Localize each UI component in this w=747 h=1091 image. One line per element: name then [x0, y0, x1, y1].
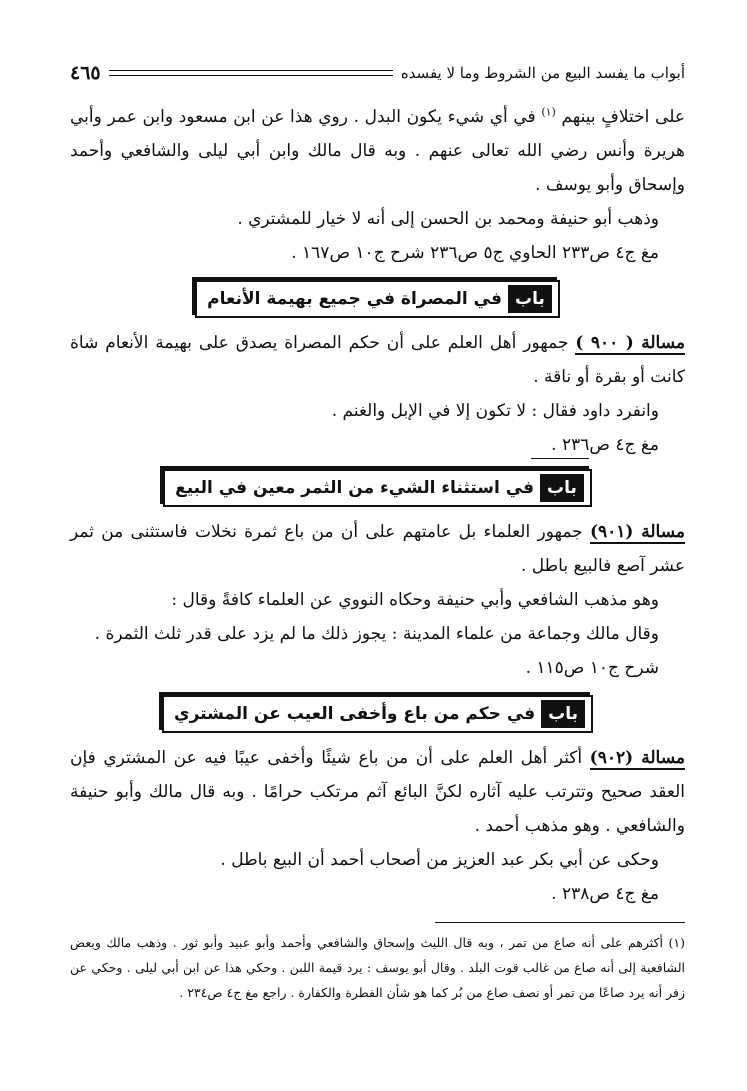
chapter-box: [162, 695, 593, 733]
masala-text: أكثر أهل العلم على أن من باع شيئًا وأخفى عيبًا فيه عن المشتري فإن العقد صحيح وتترتب عليه آثاره لكنَّ البائع آثم مرتكب حرامًا . وبه قال مالك وأبو حنيفة والشافعي . وهو مذهب أحمد .: [70, 748, 685, 836]
ch2-paragraph-2: وهو مذهب الشافعي وأبي حنيفة وحكاه النووي عن العلماء كافةً وقال :: [171, 590, 659, 610]
intro-paragraph-2: وذهب أبو حنيفة ومحمد بن الحسن إلى أنه لا خيار للمشتري .: [237, 209, 659, 229]
masala-902: [70, 741, 685, 843]
page-number: ٤٦٥: [70, 62, 101, 84]
chapter-tag: باب: [540, 474, 584, 502]
ch2-reference: شرح ج١٠ ص١١٥ .: [525, 658, 659, 678]
footnotes: [70, 930, 685, 1005]
ch3-paragraph-2: وحكى عن أبي بكر عبد العزيز من أصحاب أحمد أن البيع باطل .: [220, 850, 659, 870]
intro-text-rest: في أي شيء يكون البدل . روي هذا عن ابن مسعود وابن عمر وأبي هريرة وأنس رضي الله تعالى عنهم . وبه قال مالك وابن أبي ليلى والشافعي وأحمد وإسحاق وأبو يوسف .: [70, 107, 685, 195]
masala-text: جمهور العلماء بل عامتهم على أن من باع ثمرة نخلات فاستثنى من ثمر عشر آصع فالبيع باطل .: [70, 522, 685, 576]
intro-reference: مغ ج٤ ص٢٣٣ الحاوي ج٥ ص٢٣٦ شرح ج١٠ ص١٦٧ .: [291, 243, 659, 263]
footnote-separator: [435, 922, 685, 923]
chapter-box: [195, 280, 560, 318]
masala-label: مسالة (٩٠١): [589, 522, 685, 542]
running-header: [70, 58, 685, 88]
ch2-paragraph-3: وقال مالك وجماعة من علماء المدينة : يجوز ذلك ما لم يزد على قدر ثلث الثمرة .: [94, 624, 659, 644]
chapter-title: في استثناء الشيء من الثمر معين في البيع: [175, 478, 535, 498]
chapter-box: [163, 469, 592, 507]
masala-label: مسالة ( ٩٠٠ ): [575, 333, 685, 353]
ch3-reference: مغ ج٤ ص٢٣٨ .: [551, 884, 659, 904]
masala-900: [70, 326, 685, 394]
running-header-title: أبواب ما يفسد البيع من الشروط وما لا يفسده: [400, 64, 685, 82]
chapter-tag: باب: [508, 285, 552, 313]
chapter-title: في حكم من باع وأخفى العيب عن المشتري: [173, 704, 536, 724]
footnote-1: (١) أكثرهم على أنه صاع من تمر ، وبه قال الليث وإسحاق والشافعي وأحمد وأبو عبيد وأبو ثور . وذهب مالك وبعض الشافعية إلى أنه صاع من غالب قوت البلد . وقال أبو يوسف : يرد قيمة اللبن . وحكي هذا عن ابن أبي ليلى . وحكي عن زفر أنه يرد صاعًا من تمر أو نصف صاع من بُر كما هو شأن الفطرة والكفارة . راجع مغ ج٤ ص٢٣٤ .: [70, 935, 685, 1000]
footnote-marker: (١): [541, 105, 556, 119]
page-body: [70, 100, 685, 911]
masala-label: مسالة (٩٠٢): [589, 748, 685, 768]
masala-text: جمهور أهل العلم على أن حكم المصراة يصدق على بهيمة الأنعام شاة كانت أو بقرة أو ناقة .: [70, 333, 685, 387]
ch1-reference: مغ ج٤ ص٢٣٦ .: [551, 435, 659, 455]
masala-901: [70, 515, 685, 583]
intro-text-start: على اختلافٍ بينهم: [555, 107, 685, 127]
chapter-heading-3: [70, 695, 685, 733]
chapter-tag: باب: [541, 700, 585, 728]
chapter-heading-1: [70, 280, 685, 318]
ch1-paragraph-2: وانفرد داود فقال : لا تكون إلا في الإبل والغنم .: [331, 401, 659, 421]
header-double-rule: [109, 70, 393, 76]
intro-paragraph: [70, 100, 685, 202]
chapter-heading-2: [70, 469, 685, 507]
chapter-title: في المصراة في جميع بهيمة الأنعام: [207, 289, 502, 309]
